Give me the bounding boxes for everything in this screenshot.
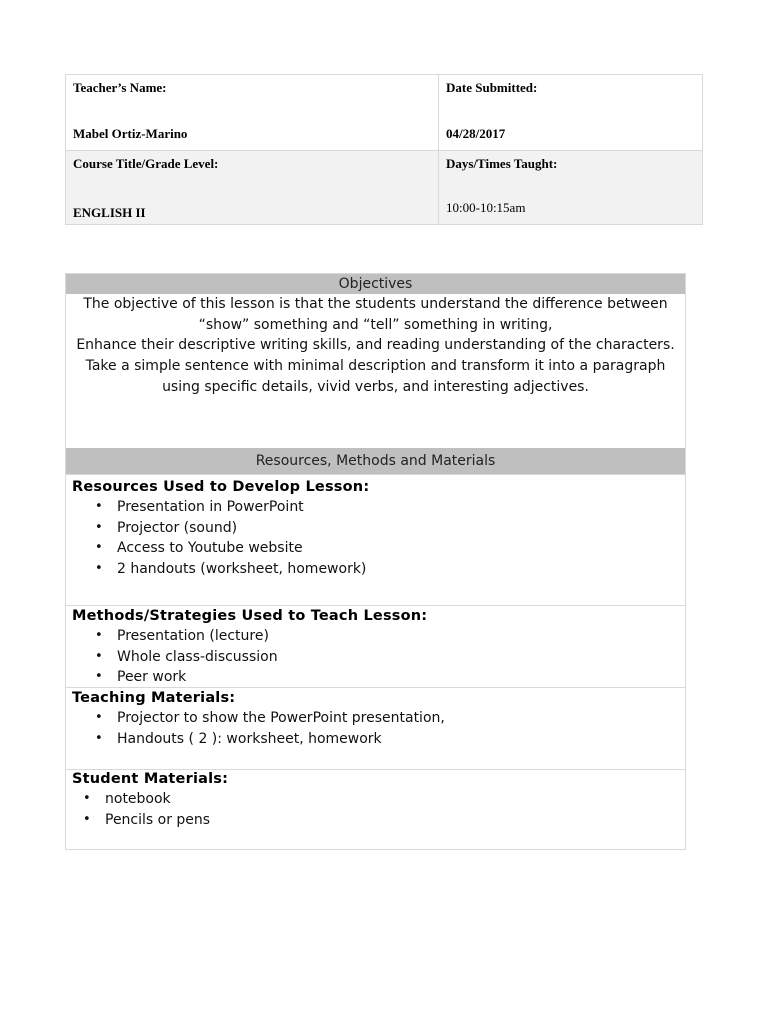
resources-list (72, 497, 679, 580)
objective-line: Take a simple sentence with minimal description and transform it into a paragraph using specific details, vivid verbs, and interesting adjectives. (85, 358, 666, 395)
date-submitted-value: 04/28/2017 (446, 126, 506, 141)
days-times-value: 10:00-10:15am (446, 200, 526, 215)
list-item: • Presentation in PowerPoint (117, 497, 679, 518)
resources-cell (66, 474, 685, 605)
course-title-label: Course Title/Grade Level: (73, 156, 219, 171)
date-submitted-cell (439, 75, 703, 151)
lesson-plan-table (65, 273, 686, 850)
days-times-label: Days/Times Taught: (446, 156, 558, 171)
teaching-materials-list (72, 708, 679, 749)
list-item: • Peer work (117, 667, 679, 688)
list-item: • 2 handouts (worksheet, homework) (117, 559, 679, 580)
student-materials-heading: Student Materials: (72, 771, 229, 787)
list-item: • Handouts ( 2 ): worksheet, homework (117, 729, 679, 750)
list-item: • Access to Youtube website (117, 538, 679, 559)
objectives-header: Objectives (66, 274, 685, 294)
list-item: • Projector (sound) (117, 518, 679, 539)
teacher-name-label: Teacher’s Name: (73, 80, 167, 95)
methods-list (72, 626, 679, 688)
course-title-cell (66, 151, 439, 225)
teacher-name-value: Mabel Ortiz-Marino (73, 126, 188, 141)
student-materials-list (72, 789, 679, 830)
objective-line: Enhance their descriptive writing skills, and reading understanding of the characters. (76, 337, 675, 354)
objectives-body (66, 294, 685, 448)
days-times-cell (439, 151, 703, 225)
methods-cell (66, 605, 685, 687)
objective-line: The objective of this lesson is that the students understand the difference between “show” something and “tell” something in writing, (83, 296, 668, 333)
student-materials-cell (66, 769, 685, 849)
resources-methods-header: Resources, Methods and Materials (66, 448, 685, 474)
list-item: • Pencils or pens (105, 810, 679, 831)
course-title-value: ENGLISH II (73, 205, 146, 220)
date-submitted-label: Date Submitted: (446, 80, 538, 95)
teacher-name-cell (66, 75, 439, 151)
teaching-materials-cell (66, 687, 685, 769)
list-item: • Projector to show the PowerPoint presentation, (117, 708, 679, 729)
lesson-info-table (65, 74, 703, 225)
methods-heading: Methods/Strategies Used to Teach Lesson: (72, 608, 428, 624)
resources-heading: Resources Used to Develop Lesson: (72, 479, 370, 495)
list-item: • notebook (105, 789, 679, 810)
teaching-materials-heading: Teaching Materials: (72, 690, 236, 706)
list-item: • Presentation (lecture) (117, 626, 679, 647)
list-item: • Whole class-discussion (117, 647, 679, 668)
